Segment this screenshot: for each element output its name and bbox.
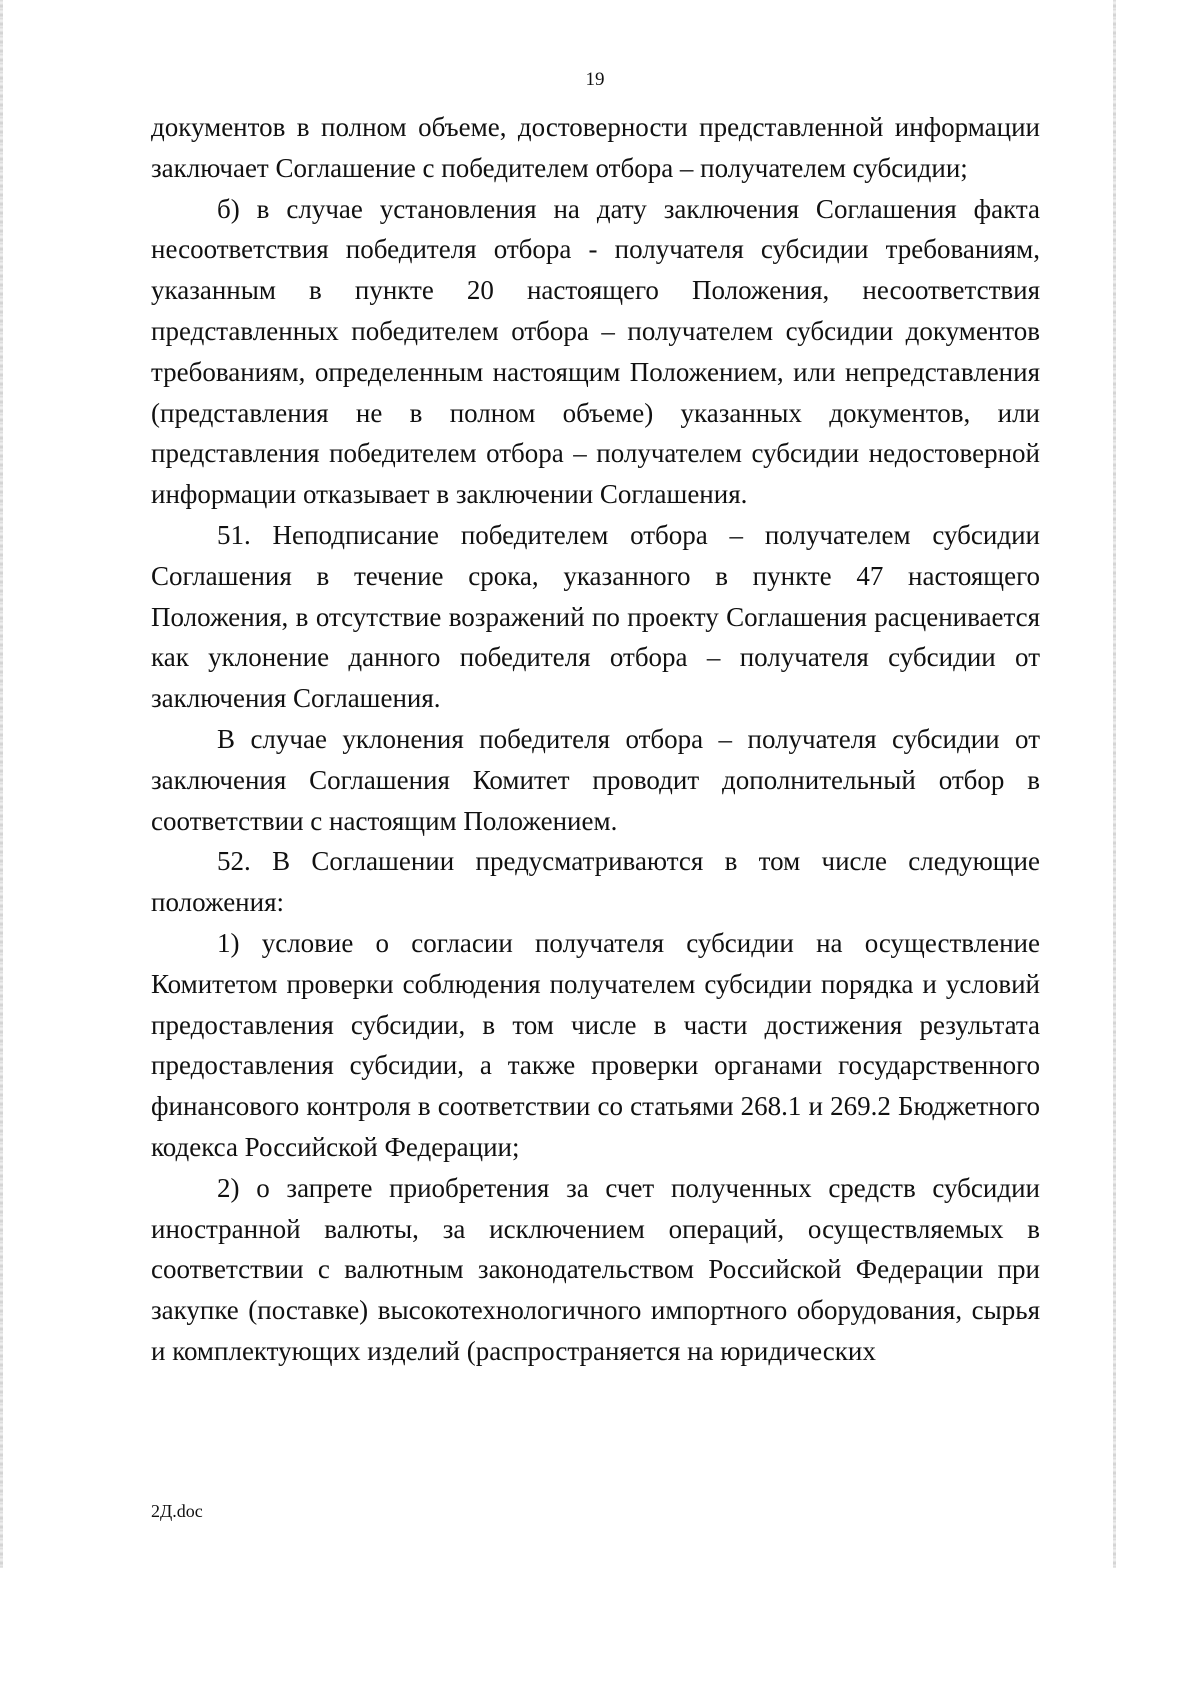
paragraph-item-1: 1) условие о согласии получателя субсидии на осуществление Комитетом проверки соблюдения получателем субсидии порядка и условий предоставления субсидии, в том числе в части достижения результата предоставления субсидии, а также проверки органами государственного финансового контроля в соответствии со статьями 268.1 и 269.2 Бюджетного кодекса Российской Федерации; <box>151 927 1040 1162</box>
paragraph-clause-52: 52. В Соглашении предусматриваются в том числе следующие положения: <box>151 846 1040 918</box>
document-body <box>151 107 1040 1372</box>
page-number: 19 <box>585 69 605 90</box>
paragraph-clause-51: 51. Неподписание победителем отбора – получателем субсидии Соглашения в течение срока, указанного в пункте 47 настоящего Положения, в отсутствие возражений по проекту Соглашения расценивается как уклонение данного победителя отбора – получателя субсидии от заключения Соглашения. <box>151 519 1040 714</box>
scan-edge-right <box>1113 0 1116 1568</box>
scan-edge-left <box>0 0 3 1568</box>
paragraph-evasion: В случае уклонения победителя отбора – получателя субсидии от заключения Соглашения Комитет проводит дополнительный отбор в соответствии с настоящим Положением. <box>151 723 1040 836</box>
paragraph-item-2: 2) о запрете приобретения за счет полученных средств субсидии иностранной валюты, за исключением операций, осуществляемых в соответствии с валютным законодательством Российской Федерации при закупке (поставке) высокотехнологичного импортного оборудования, сырья и комплектующих изделий (распространяется на юридических <box>151 1172 1040 1366</box>
paragraph-continuation: документов в полном объеме, достоверности представленной информации заключает Соглашение с победителем отбора – получателем субсидии; <box>151 112 1040 183</box>
paragraph-item-b: б) в случае установления на дату заключения Соглашения факта несоответствия победителя отбора - получателя субсидии требованиям, указанным в пункте 20 настоящего Положения, несоответствия представленных победителем отбора – получателем субсидии документов требованиям, определенным настоящим Положением, или непредставления (представления не в полном объеме) указанных документов, или представления победителем отбора – получателем субсидии недостоверной информации отказывает в заключении Соглашения. <box>151 193 1040 510</box>
footer-filename: 2Д.doc <box>151 1501 203 1521</box>
